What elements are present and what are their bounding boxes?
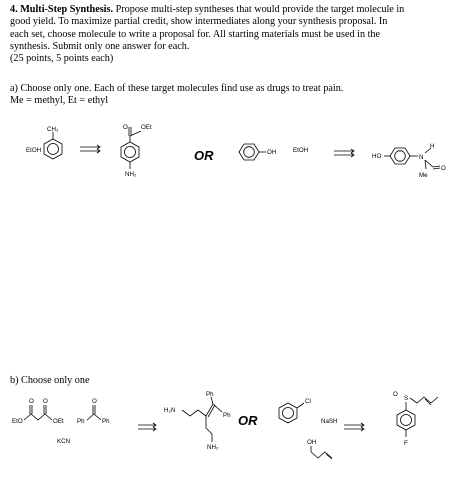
- diamine-target-structure: [182, 397, 222, 442]
- methyl-label: CH₃: [47, 126, 59, 133]
- h2n-label: H₂N: [164, 407, 176, 414]
- or-label-a: OR: [194, 148, 214, 163]
- amide-o-label: O: [441, 165, 446, 172]
- arrow-b1: [138, 423, 156, 431]
- etoh-reagent-left: EtOH: [26, 147, 42, 154]
- ph-right-label: Ph: [102, 418, 110, 425]
- diethyl-malonate-structure: [24, 405, 52, 420]
- arrow-b2: [344, 423, 364, 431]
- benzophenone-structure: [87, 405, 101, 420]
- ho-label: HO: [372, 153, 382, 160]
- ethoxy-label: OEt: [141, 124, 152, 131]
- sulfur-label: S: [404, 395, 409, 402]
- hydroxyl-label: OH: [267, 149, 277, 156]
- ph-top-label: Ph: [206, 391, 214, 398]
- problem-heading: 4. Multi-Step Synthesis.: [10, 4, 114, 15]
- chlorobenzene-structure: [279, 403, 304, 423]
- fluoro-label: F: [404, 440, 408, 447]
- ph-side-label: Ph: [223, 412, 231, 419]
- carbonyl-o-label: O: [123, 124, 128, 131]
- intro-line-1: Propose multi-step syntheses that would provide the target molecule in: [113, 4, 405, 15]
- part-b-prompt-text: b) Choose only one: [10, 375, 90, 386]
- intro-line-2: good yield. To maximize partial credit, show intermediates along your synthesis proposal. In: [10, 16, 388, 28]
- sulfoxide-target-structure: [397, 397, 438, 437]
- part-a-prompt-line-1: a) Choose only one. Each of these target molecules find use as drugs to treat pain.: [10, 83, 344, 94]
- intro-line-3: each set, choose molecule to write a proposal for. All starting materials must be used in the: [10, 28, 381, 40]
- amide-n-label: N: [419, 154, 424, 161]
- or-label-b: OR: [238, 413, 258, 428]
- amino-label: NH₂: [125, 171, 137, 178]
- oh-label: OH: [307, 439, 317, 446]
- eto-label: EtO: [12, 418, 23, 425]
- cl-label: Cl: [305, 398, 311, 405]
- points-note: (25 points, 5 points each): [10, 53, 114, 65]
- amide-me-label: Me: [419, 172, 428, 179]
- etoh-reagent-right: EtOH: [293, 147, 309, 154]
- nash-reagent: NaSH: [321, 418, 338, 425]
- kcn-reagent: KCN: [57, 438, 71, 445]
- ketone-o-label: O: [92, 398, 97, 405]
- malonate-o1-label: O: [29, 398, 34, 405]
- amide-h-label: H: [430, 143, 435, 150]
- sulfoxide-o-label: O: [393, 391, 398, 398]
- oet-label: OEt: [53, 418, 64, 425]
- malonate-o2-label: O: [43, 398, 48, 405]
- crotyl-alcohol-structure: [311, 446, 332, 459]
- nh2-label: NH₂: [207, 444, 219, 451]
- part-a-prompt-line-2: Me = methyl, Et = ethyl: [10, 95, 109, 107]
- intro-line-4: synthesis. Submit only one answer for each.: [10, 40, 190, 52]
- ph-left-label: Ph: [77, 418, 85, 425]
